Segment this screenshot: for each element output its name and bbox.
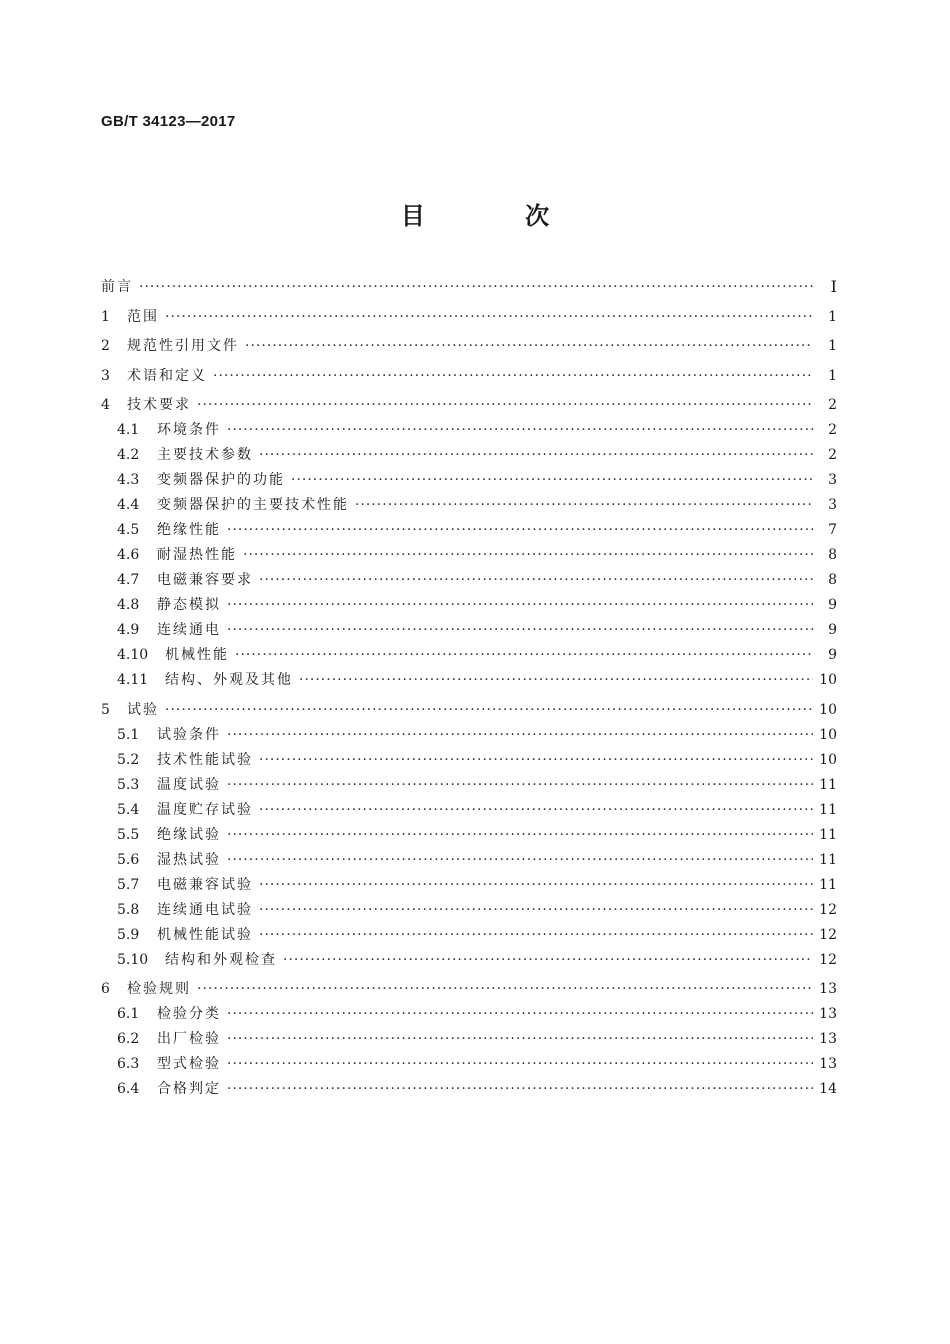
toc-entry-title: 温度贮存试验 <box>157 801 253 818</box>
toc-entry-page: 3 <box>828 497 837 513</box>
toc-entry-title: 检验分类 <box>157 1006 221 1022</box>
toc-entry[interactable] <box>101 720 837 745</box>
toc-leader-dots <box>227 1004 813 1024</box>
toc-entry-page: 7 <box>828 522 837 538</box>
toc-entry-title: 范围 <box>127 308 159 325</box>
toc-entry-number: 5.5 <box>117 826 140 843</box>
toc-entry-number: 4.4 <box>117 497 140 513</box>
toc-entry[interactable] <box>101 1074 837 1099</box>
toc-entry-number: 6.3 <box>117 1056 140 1072</box>
toc-entry-title: 结构和外观检查 <box>165 951 277 968</box>
toc-entry[interactable] <box>101 415 837 440</box>
toc-entry-number: 4.5 <box>117 522 140 538</box>
toc-entry-title: 合格判定 <box>157 1081 221 1097</box>
toc-leader-dots <box>213 366 813 386</box>
toc-entry-title: 出厂检验 <box>157 1031 221 1047</box>
toc-entry[interactable] <box>101 895 837 920</box>
toc-entry[interactable] <box>101 515 837 540</box>
toc-leader-dots <box>227 825 813 845</box>
toc-entry-number: 5.9 <box>117 926 140 943</box>
toc-entry-page: 12 <box>819 951 837 968</box>
toc-entry-title: 湿热试验 <box>157 851 221 868</box>
toc-entry-page: 11 <box>819 851 837 868</box>
toc-entry-title: 术语和定义 <box>127 367 207 384</box>
toc-entry-number: 5.1 <box>117 726 140 743</box>
toc-entry[interactable] <box>101 297 837 327</box>
toc-entry-number: 4.8 <box>117 597 140 613</box>
toc-entry-number: 4.1 <box>117 422 140 438</box>
toc-entry-number: 2 <box>101 338 110 354</box>
toc-leader-dots <box>227 420 813 440</box>
toc-leader-dots <box>245 336 813 356</box>
toc-entry-title: 规范性引用文件 <box>127 338 239 354</box>
toc-leader-dots <box>227 1029 813 1049</box>
toc-entry-title: 技术要求 <box>127 397 191 413</box>
toc-entry-title: 结构、外观及其他 <box>165 672 293 688</box>
toc-entry-page: 2 <box>828 397 837 413</box>
toc-entry-number: 4.3 <box>117 472 140 488</box>
toc-leader-dots <box>259 800 813 820</box>
toc-entry-title: 技术性能试验 <box>157 751 253 768</box>
toc-entry-page: 1 <box>828 308 837 325</box>
toc-leader-dots <box>165 307 813 327</box>
standard-number: GB/T 34123—2017 <box>101 113 236 130</box>
toc-leader-dots <box>355 495 813 515</box>
toc-entry[interactable] <box>101 386 837 416</box>
toc-entry[interactable] <box>101 1024 837 1049</box>
toc-leader-dots <box>197 395 813 415</box>
toc-entry-title: 静态模拟 <box>157 597 221 613</box>
toc-entry-page: 10 <box>819 726 837 743</box>
toc-entry[interactable] <box>101 590 837 615</box>
toc-leader-dots <box>299 670 813 690</box>
toc-entry-title: 电磁兼容要求 <box>157 572 253 588</box>
toc-entry-title: 试验条件 <box>157 726 221 743</box>
toc-entry-page: 12 <box>819 901 837 918</box>
toc-entry-title: 型式检验 <box>157 1056 221 1072</box>
toc-leader-dots <box>227 850 813 870</box>
toc-entry[interactable] <box>101 327 837 357</box>
toc-leader-dots <box>165 700 813 720</box>
toc-entry-page: 13 <box>819 981 837 997</box>
toc-leader-dots <box>283 950 813 970</box>
toc-entry-title: 变频器保护的主要技术性能 <box>157 497 349 513</box>
toc-entry-page: 10 <box>819 751 837 768</box>
toc-entry[interactable] <box>101 690 837 720</box>
toc-entry[interactable] <box>101 970 837 1000</box>
toc-entry-title: 温度试验 <box>157 776 221 793</box>
toc-entry-title: 试验 <box>127 701 159 718</box>
toc-entry[interactable] <box>101 920 837 945</box>
toc-entry[interactable] <box>101 745 837 770</box>
toc-entry[interactable] <box>101 665 837 690</box>
toc-entry-title: 检验规则 <box>127 981 191 997</box>
toc-entry-page: 3 <box>828 472 837 488</box>
toc-entry-title: 变频器保护的功能 <box>157 472 285 488</box>
toc-entry-page: 9 <box>828 597 837 613</box>
toc-entry-number: 6.2 <box>117 1031 140 1047</box>
toc-entry[interactable] <box>101 465 837 490</box>
toc-entry-page: 1 <box>828 367 837 384</box>
toc-leader-dots <box>139 277 813 297</box>
toc-entry-number: 5.3 <box>117 776 140 793</box>
toc-leader-dots <box>227 775 813 795</box>
toc-entry-title: 电磁兼容试验 <box>157 876 253 893</box>
toc-leader-dots <box>227 520 813 540</box>
toc-entry-title: 连续通电试验 <box>157 901 253 918</box>
toc-entry-page: 11 <box>819 776 837 793</box>
toc-entry[interactable] <box>101 565 837 590</box>
toc-entry[interactable] <box>101 999 837 1024</box>
toc-entry-page: 1 <box>828 338 837 354</box>
toc-entry-page: 13 <box>819 1031 837 1047</box>
toc-leader-dots <box>243 545 813 565</box>
toc-leader-dots <box>197 979 813 999</box>
toc-entry-page: 2 <box>828 422 837 438</box>
toc-entry[interactable] <box>101 356 837 386</box>
toc-entry-number: 5.4 <box>117 801 140 818</box>
toc-entry-title: 绝缘性能 <box>157 522 221 538</box>
toc-entry[interactable] <box>101 870 837 895</box>
toc-entry[interactable] <box>101 490 837 515</box>
toc-entry[interactable] <box>101 272 837 297</box>
toc-leader-dots <box>259 570 813 590</box>
toc-entry-page: 11 <box>819 826 837 843</box>
toc-entry-number: 4.7 <box>117 572 140 588</box>
toc-entry-title: 耐湿热性能 <box>157 547 237 563</box>
toc-entry-title: 机械性能试验 <box>157 926 253 943</box>
toc-entry-number: 5.7 <box>117 876 140 893</box>
toc-leader-dots <box>227 725 813 745</box>
toc-entry-number: 5 <box>101 701 110 718</box>
toc-entry[interactable] <box>101 770 837 795</box>
toc-entry-title: 机械性能 <box>165 647 229 663</box>
toc-leader-dots <box>259 900 813 920</box>
toc-leader-dots <box>259 925 813 945</box>
toc-leader-dots <box>259 875 813 895</box>
toc-entry-number: 5.6 <box>117 851 140 868</box>
toc-entry-page: 13 <box>819 1006 837 1022</box>
toc-entry-title: 连续通电 <box>157 622 221 638</box>
toc-leader-dots <box>227 1079 813 1099</box>
toc-entry-page: 14 <box>819 1081 837 1097</box>
toc-entry-page: 11 <box>819 801 837 818</box>
toc-entry[interactable] <box>101 540 837 565</box>
table-of-contents <box>101 272 837 1099</box>
toc-entry[interactable] <box>101 615 837 640</box>
toc-entry-page: 13 <box>819 1056 837 1072</box>
toc-entry-number: 1 <box>101 308 110 325</box>
toc-leader-dots <box>227 1054 813 1074</box>
toc-entry[interactable] <box>101 640 837 665</box>
toc-entry-number: 4.10 <box>117 647 149 663</box>
toc-entry-number: 5.10 <box>117 951 149 968</box>
toc-entry-number: 5.2 <box>117 751 140 768</box>
toc-entry[interactable] <box>101 845 837 870</box>
toc-leader-dots <box>235 645 813 665</box>
toc-leader-dots <box>227 595 813 615</box>
toc-entry[interactable] <box>101 820 837 845</box>
toc-entry[interactable] <box>101 795 837 820</box>
toc-entry-title: 前言 <box>101 279 133 295</box>
toc-entry-number: 5.8 <box>117 901 140 918</box>
toc-entry-page: 10 <box>819 701 837 718</box>
toc-leader-dots <box>259 445 813 465</box>
toc-entry-number: 6.4 <box>117 1081 140 1097</box>
toc-entry-number: 6 <box>101 981 110 997</box>
toc-entry[interactable] <box>101 945 837 970</box>
toc-entry[interactable] <box>101 440 837 465</box>
toc-entry-title: 主要技术参数 <box>157 447 253 463</box>
toc-entry-page: 2 <box>828 447 837 463</box>
toc-entry-number: 6.1 <box>117 1006 140 1022</box>
toc-entry-number: 3 <box>101 367 110 384</box>
toc-entry-title: 环境条件 <box>157 422 221 438</box>
toc-entry-number: 4 <box>101 397 110 413</box>
toc-entry[interactable] <box>101 1049 837 1074</box>
toc-entry-page: 8 <box>828 572 837 588</box>
toc-entry-number: 4.6 <box>117 547 140 563</box>
toc-entry-page: 11 <box>819 876 837 893</box>
toc-entry-page: 9 <box>828 647 837 663</box>
toc-entry-page: Ⅰ <box>830 277 837 296</box>
toc-entry-title: 绝缘试验 <box>157 826 221 843</box>
toc-entry-page: 9 <box>828 622 837 638</box>
toc-leader-dots <box>227 620 813 640</box>
toc-leader-dots <box>291 470 813 490</box>
toc-entry-page: 10 <box>819 672 837 688</box>
toc-entry-number: 4.2 <box>117 447 140 463</box>
toc-leader-dots <box>259 750 813 770</box>
toc-entry-page: 12 <box>819 926 837 943</box>
toc-entry-page: 8 <box>828 547 837 563</box>
page-title: 目 次 <box>400 202 596 230</box>
toc-entry-number: 4.9 <box>117 622 140 638</box>
toc-entry-number: 4.11 <box>117 672 149 688</box>
